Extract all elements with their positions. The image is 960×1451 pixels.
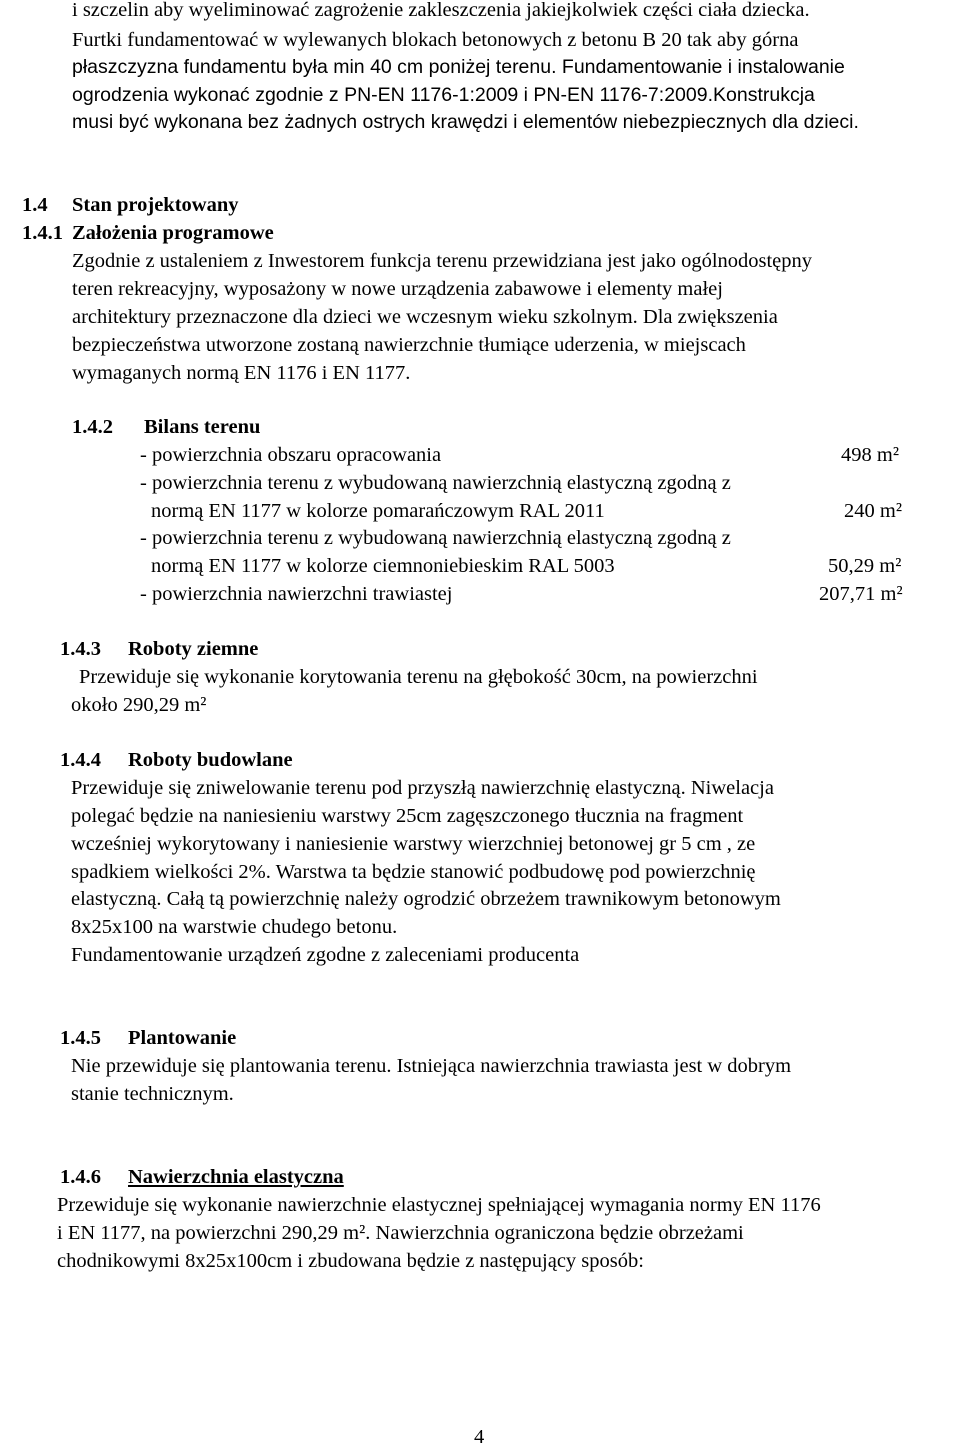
bilans-item-4-text: - powierzchnia nawierzchni trawiastej: [140, 583, 453, 605]
section-1-4-title: Stan projektowany: [72, 194, 239, 216]
section-1-4-3-number: 1.4.3: [60, 638, 101, 660]
bilans-item-3-text2: normą EN 1177 w kolorze ciemnoniebieskim RAL 5003: [151, 555, 615, 577]
section-1-4-3-line-1: Przewiduje się wykonanie korytowania terenu na głębokość 30cm, na powierzchni: [79, 666, 758, 688]
section-1-4-4-line-1: Przewiduje się zniwelowanie terenu pod przyszłą nawierzchnię elastyczną. Niwelacja: [71, 777, 774, 799]
section-1-4-4-title: Roboty budowlane: [128, 749, 293, 771]
intro-line-4-text: ogrodzenia wykonać zgodnie z PN-EN 1176-1:2009 i PN-EN 1176-7:2009.: [72, 84, 713, 106]
section-1-4-4-number: 1.4.4: [60, 749, 101, 771]
section-1-4-4-line-2: polegać będzie na naniesieniu warstwy 25cm zagęszczonego tłucznia na fragment: [71, 805, 744, 827]
section-1-4-6-line-2: i EN 1177, na powierzchni 290,29 m². Nawierzchnia ograniczona będzie obrzeżami: [57, 1222, 744, 1244]
section-1-4-2-number: 1.4.2: [72, 416, 113, 438]
bilans-item-2-text: - powierzchnia terenu z wybudowaną nawierzchnią elastyczną zgodną z: [140, 472, 731, 494]
section-1-4-1-line-3b-text: Dla zwiększenia: [642, 306, 778, 328]
intro-line-1: i szczelin aby wyeliminować zagrożenie zakleszczenia jakiejkolwiek części ciała dziecka.: [72, 0, 810, 21]
page-number: 4: [474, 1426, 485, 1448]
section-1-4-1-line-3-text: architektury przeznaczone dla dzieci we wczesnym wieku szkolnym.: [72, 306, 638, 328]
section-1-4-5-line-1: Nie przewiduje się plantowania terenu. Istniejąca nawierzchnia trawiasta jest w dobrym: [71, 1055, 792, 1077]
bilans-item-3-text: - powierzchnia terenu z wybudowaną nawierzchnią elastyczną zgodną z: [140, 527, 731, 549]
section-1-4-3-line-2: około 290,29 m²: [71, 694, 207, 716]
bilans-item-1-text: - powierzchnia obszaru opracowania: [140, 444, 442, 466]
section-1-4-4-line-7: Fundamentowanie urządzeń zgodne z zaleceniami producenta: [71, 944, 580, 966]
bilans-item-3-value: 50,29 m²: [828, 555, 902, 577]
bilans-item-4-value: 207,71 m²: [819, 583, 903, 605]
section-1-4-6-title: Nawierzchnia elastyczna: [128, 1166, 344, 1188]
intro-line-4b-text: Konstrukcja: [713, 84, 815, 106]
section-1-4-1-title: Założenia programowe: [72, 222, 274, 244]
section-1-4-5-title: Plantowanie: [128, 1027, 237, 1049]
section-1-4-2-title: Bilans terenu: [144, 416, 261, 438]
bilans-item-2-text2: normą EN 1177 w kolorze pomarańczowym RAL 2011: [151, 500, 605, 522]
intro-line-4: [72, 82, 815, 109]
section-1-4-6-number: 1.4.6: [60, 1166, 101, 1188]
intro-line-3-text: płaszczyzna fundamentu była min 40 cm poniżej terenu. Fundamentowanie i instalowanie: [72, 56, 845, 78]
section-1-4-1-line-2: teren rekreacyjny, wyposażony w nowe urządzenia zabawowe i elementy małej: [72, 278, 723, 300]
section-1-4-1-number: 1.4.1: [22, 222, 63, 244]
section-1-4-4-line-3: wcześniej wykorytowany i naniesienie warstwy wierzchniej betonowej gr 5 cm , ze: [71, 833, 756, 855]
section-1-4-5-line-2: stanie technicznym.: [71, 1083, 234, 1105]
section-1-4-number: 1.4: [22, 194, 48, 216]
intro-line-3: [72, 54, 845, 81]
section-1-4-5-number: 1.4.5: [60, 1027, 101, 1049]
section-1-4-3-title: Roboty ziemne: [128, 638, 259, 660]
section-1-4-1-line-5: wymaganych normą EN 1176 i EN 1177.: [72, 362, 411, 384]
intro-line-5: musi być wykonana bez żadnych ostrych krawędzi i elementów niebezpiecznych dla dzieci.: [72, 111, 859, 133]
intro-line-2: Furtki fundamentować w wylewanych blokach betonowych z betonu B 20 tak aby górna: [72, 29, 799, 51]
bilans-item-1-value: 498 m²: [841, 444, 899, 466]
section-1-4-1-line-1: Zgodnie z ustaleniem z Inwestorem funkcja terenu przewidziana jest jako ogólnodostępny: [72, 250, 813, 272]
section-1-4-4-line-4: spadkiem wielkości 2%. Warstwa ta będzie stanowić podbudowę pod powierzchnię: [71, 861, 756, 883]
section-1-4-6-line-3: chodnikowymi 8x25x100cm i zbudowana będzie z następujący sposób:: [57, 1250, 644, 1272]
bilans-item-2-value: 240 m²: [844, 500, 902, 522]
section-1-4-1-line-4: bezpieczeństwa utworzone zostaną nawierzchnie tłumiące uderzenia, w miejscach: [72, 334, 746, 356]
section-1-4-1-line-3: [72, 304, 778, 331]
section-1-4-6-line-1: Przewiduje się wykonanie nawierzchnie elastycznej spełniającej wymagania normy EN 1176: [57, 1194, 821, 1216]
section-1-4-4-line-6: 8x25x100 na warstwie chudego betonu.: [71, 916, 398, 938]
section-1-4-4-line-5: elastyczną. Całą tą powierzchnię należy ogrodzić obrzeżem trawnikowym betonowym: [71, 888, 781, 910]
